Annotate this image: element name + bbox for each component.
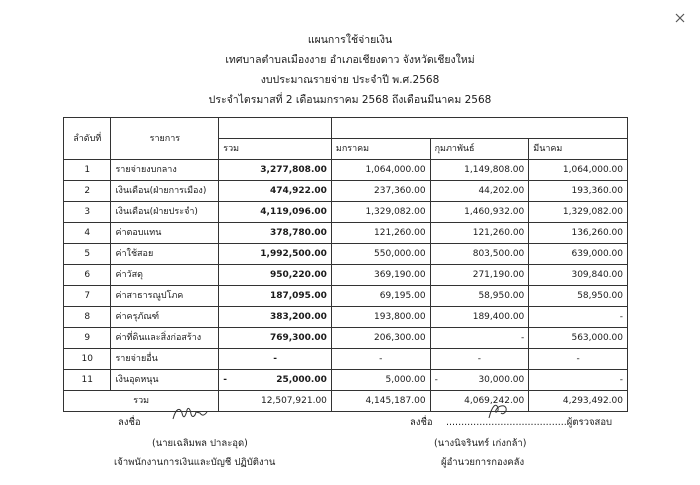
organization-name: เทศบาลตำบลเมืองงาย อำเภอเชียงดาว จังหวัดเชียงใหม่ bbox=[225, 54, 475, 66]
sum-label: รวม bbox=[64, 391, 219, 412]
row-feb: 58,950.00 bbox=[430, 286, 529, 307]
row-item: ค่าวัสดุ bbox=[111, 265, 219, 286]
row-jan: 69,195.00 bbox=[331, 286, 430, 307]
right-sign-label: ลงชื่อ bbox=[410, 417, 433, 428]
header-mar: มีนาคม bbox=[529, 139, 628, 160]
row-total: 4,119,096.00 bbox=[219, 202, 332, 223]
row-total: 950,220.00 bbox=[219, 265, 332, 286]
table-row bbox=[64, 244, 628, 265]
table-row bbox=[64, 328, 628, 349]
row-jan: 369,190.00 bbox=[331, 265, 430, 286]
header-no: ลำดับที่ bbox=[64, 118, 111, 160]
row-jan: 206,300.00 bbox=[331, 328, 430, 349]
header-item: รายการ bbox=[111, 118, 219, 160]
right-signature-icon bbox=[484, 400, 514, 422]
row-mar: 563,000.00 bbox=[529, 328, 628, 349]
spending-plan-table bbox=[63, 117, 628, 412]
row-no: 7 bbox=[64, 286, 111, 307]
table-row bbox=[64, 202, 628, 223]
table-row bbox=[64, 349, 628, 370]
row-total-prefix: - bbox=[223, 375, 228, 385]
table-row bbox=[64, 181, 628, 202]
row-no: 1 bbox=[64, 160, 111, 181]
right-signer-name: (นางนิจรินทร์ เก่งกล้า) bbox=[434, 438, 527, 449]
table-row bbox=[64, 307, 628, 328]
budget-year: งบประมาณรายจ่าย ประจำปี พ.ศ.2568 bbox=[260, 74, 440, 86]
row-total: 769,300.00 bbox=[219, 328, 332, 349]
header-total-spacer bbox=[219, 118, 332, 139]
row-jan: 1,329,082.00 bbox=[331, 202, 430, 223]
row-feb: 1,149,808.00 bbox=[430, 160, 529, 181]
sum-total: 12,507,921.00 bbox=[219, 391, 332, 412]
row-feb: 189,400.00 bbox=[430, 307, 529, 328]
row-item: รายจ่ายอื่น bbox=[111, 349, 219, 370]
header-feb: กุมภาพันธ์ bbox=[430, 139, 529, 160]
row-no: 4 bbox=[64, 223, 111, 244]
row-total: 3,277,808.00 bbox=[219, 160, 332, 181]
row-total: 187,095.00 bbox=[219, 286, 332, 307]
row-jan: 550,000.00 bbox=[331, 244, 430, 265]
sum-mar: 4,293,492.00 bbox=[529, 391, 628, 412]
row-feb: 1,460,932.00 bbox=[430, 202, 529, 223]
right-signer-role: ผู้ตรวจสอบ bbox=[566, 417, 613, 428]
right-sign-line bbox=[446, 415, 612, 430]
row-feb-prefix: - bbox=[434, 375, 438, 385]
row-mar: 639,000.00 bbox=[529, 244, 628, 265]
row-mar: 193,360.00 bbox=[529, 181, 628, 202]
sum-row bbox=[64, 391, 628, 412]
row-feb: 803,500.00 bbox=[430, 244, 529, 265]
table-row bbox=[64, 370, 628, 391]
right-sign-dots: ........................................ bbox=[446, 417, 567, 428]
row-total: - bbox=[219, 349, 332, 370]
row-item: เงินเดือน(ฝ่ายการเมือง) bbox=[111, 181, 219, 202]
row-total: 474,922.00 bbox=[219, 181, 332, 202]
period-line: ประจำไตรมาสที่ 2 เดือนมกราคม 2568 ถึงเดือนมีนาคม 2568 bbox=[208, 94, 492, 106]
row-item: ค่าใช้สอย bbox=[111, 244, 219, 265]
table-row bbox=[64, 160, 628, 181]
header-total: รวม bbox=[219, 139, 332, 160]
row-feb: 44,202.00 bbox=[430, 181, 529, 202]
row-jan: 237,360.00 bbox=[331, 181, 430, 202]
table-row bbox=[64, 265, 628, 286]
row-item: ค่าที่ดินและสิ่งก่อสร้าง bbox=[111, 328, 219, 349]
row-feb: 30,000.00 bbox=[478, 375, 525, 385]
row-feb: - bbox=[430, 328, 529, 349]
row-mar: 309,840.00 bbox=[529, 265, 628, 286]
sum-feb: 4,069,242.00 bbox=[430, 391, 529, 412]
row-item: ค่าสาธารณูปโภค bbox=[111, 286, 219, 307]
row-no: 5 bbox=[64, 244, 111, 265]
table-row bbox=[64, 286, 628, 307]
left-sign-label: ลงชื่อ bbox=[118, 417, 141, 428]
row-no: 10 bbox=[64, 349, 111, 370]
row-total-cell bbox=[219, 370, 332, 391]
document-title: แผนการใช้จ่ายเงิน bbox=[307, 34, 393, 46]
row-total: 1,992,500.00 bbox=[219, 244, 332, 265]
row-item: เงินเดือน(ฝ่ายประจำ) bbox=[111, 202, 219, 223]
row-no: 3 bbox=[64, 202, 111, 223]
row-jan: 5,000.00 bbox=[331, 370, 430, 391]
row-no: 2 bbox=[64, 181, 111, 202]
row-total: 378,780.00 bbox=[219, 223, 332, 244]
row-jan: - bbox=[331, 349, 430, 370]
row-no: 6 bbox=[64, 265, 111, 286]
row-total: 383,200.00 bbox=[219, 307, 332, 328]
header-jan: มกราคม bbox=[331, 139, 430, 160]
left-signer-position: เจ้าพนักงานการเงินและบัญชี ปฏิบัติงาน bbox=[114, 457, 276, 468]
sum-jan: 4,145,187.00 bbox=[331, 391, 430, 412]
row-total: 25,000.00 bbox=[276, 375, 327, 385]
row-item: ค่าตอบแทน bbox=[111, 223, 219, 244]
row-jan: 121,260.00 bbox=[331, 223, 430, 244]
right-signer-position: ผู้อำนวยการกองคลัง bbox=[441, 457, 525, 468]
row-mar: - bbox=[529, 349, 628, 370]
row-mar: 136,260.00 bbox=[529, 223, 628, 244]
row-no: 11 bbox=[64, 370, 111, 391]
row-item: ค่าครุภัณฑ์ bbox=[111, 307, 219, 328]
row-feb: 271,190.00 bbox=[430, 265, 529, 286]
row-feb: 121,260.00 bbox=[430, 223, 529, 244]
row-mar: 1,064,000.00 bbox=[529, 160, 628, 181]
row-feb-cell bbox=[430, 370, 529, 391]
row-jan: 193,800.00 bbox=[331, 307, 430, 328]
row-no: 9 bbox=[64, 328, 111, 349]
row-item: รายจ่ายงบกลาง bbox=[111, 160, 219, 181]
row-no: 8 bbox=[64, 307, 111, 328]
left-signer-name: (นายเฉลิมพล ปาละอุด) bbox=[152, 438, 248, 449]
header-months-spacer bbox=[331, 118, 627, 139]
row-mar: - bbox=[529, 370, 628, 391]
row-mar: 1,329,082.00 bbox=[529, 202, 628, 223]
table-row bbox=[64, 223, 628, 244]
row-jan: 1,064,000.00 bbox=[331, 160, 430, 181]
row-mar: - bbox=[529, 307, 628, 328]
row-feb: - bbox=[430, 349, 529, 370]
corner-mark-icon bbox=[674, 12, 686, 24]
row-mar: 58,950.00 bbox=[529, 286, 628, 307]
left-signature-icon bbox=[170, 404, 210, 424]
row-item: เงินอุดหนุน bbox=[111, 370, 219, 391]
